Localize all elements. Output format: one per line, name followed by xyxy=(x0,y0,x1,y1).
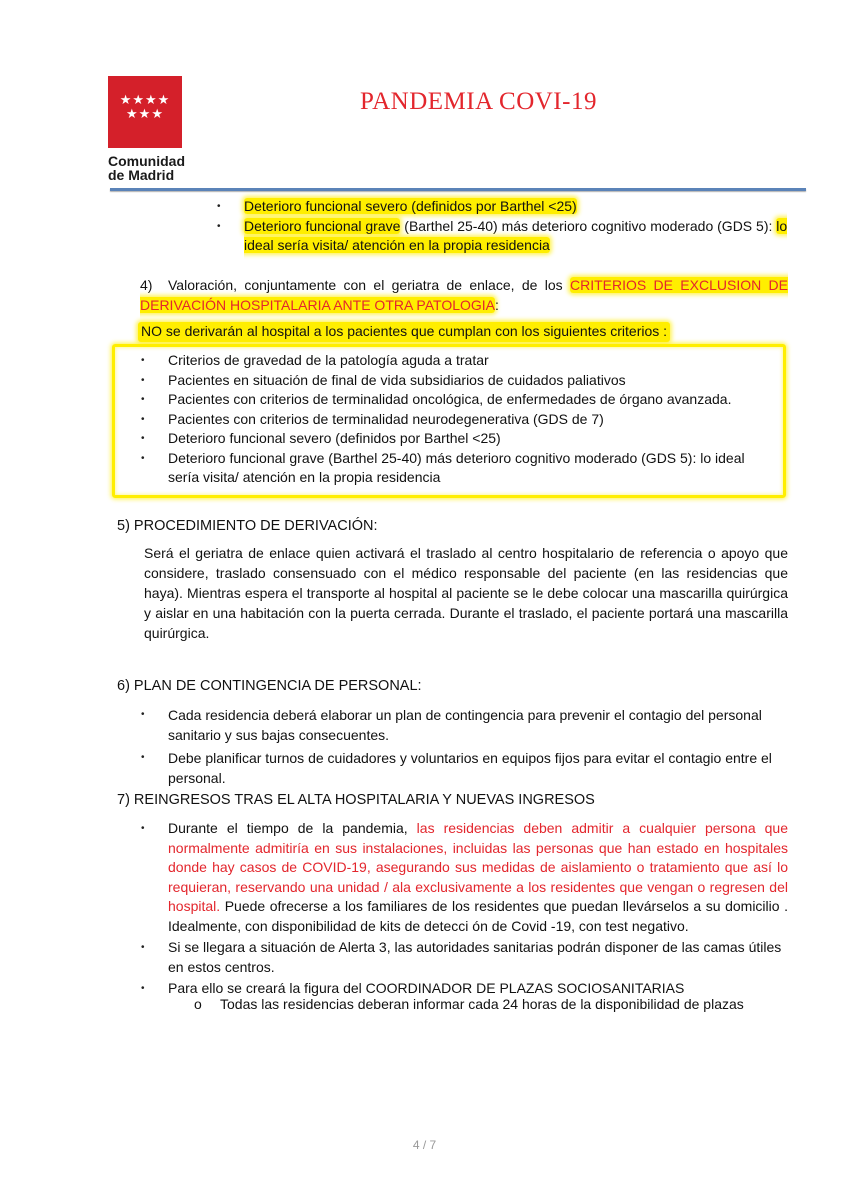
section-5-heading: 5) PROCEDIMIENTO DE DERIVACIÓN: xyxy=(117,518,378,534)
comunidad-madrid-logo xyxy=(108,76,185,183)
list-item: • Para ello se creará la figura del COORDINADOR DE PLAZAS SOCIOSANITARIAS xyxy=(168,979,788,999)
logo-stars-icon: ★★★★ ★★★ xyxy=(119,93,171,122)
section-number: 4) xyxy=(140,277,153,293)
page-number: 4 / 7 xyxy=(412,1138,437,1152)
section-4-paragraph: 4) Valoración, conjuntamente con el geriatra de enlace, de los CRITERIOS DE EXCLUSION DE DERIVACIÓN HOSPITALARIA ANTE OTRA PATOLOGIA: xyxy=(140,277,789,313)
exclusion-criteria-list xyxy=(168,351,768,488)
list-item: • Deterioro funcional grave (Barthel 25-40) más deterioro cognitivo moderado (GDS 5): lo ideal sería visita/ atención en la propia residencia xyxy=(168,449,768,488)
logo-text xyxy=(108,153,185,183)
exclusion-criteria-heading: CRITERIOS DE EXCLUSION DE DERIVACIÓN HOSPITALARIA ANTE OTRA PATOLOGIA xyxy=(140,277,789,313)
list-item: • Deterioro funcional severo (definidos por Barthel <25) xyxy=(244,197,789,217)
page-title: PANDEMIA COVI-19 xyxy=(360,88,597,115)
list-item: • Deterioro funcional grave (Barthel 25-40) más deterioro cognitivo moderado (GDS 5): lo ideal sería visita/ atención en la propia residencia xyxy=(244,217,789,256)
list-item: • Durante el tiempo de la pandemia, las residencias deben admitir a cualquier persona que normalmente admitiría en sus instalaciones, incluidas las personas que han estado en hospitales donde hay casos de COVID-19, asegurando sus medidas de aislamiento o tratamiento que así lo requieran, reservando una unidad / ala exclusivamente a los residentes que vengan o regresen del hospital. Puede ofrecerse a los familiares de los residentes que puedan llevárselos a su domicilio . Idealmente, con disponibilidad de kits de detecci ón de Covid -19, con test negativo. xyxy=(168,819,788,936)
logo-red-square xyxy=(108,76,182,148)
continued-criteria-list xyxy=(244,197,789,256)
sub-list-item: o Todas las residencias deberan informar cada 24 horas de la disponibilidad de plazas xyxy=(194,995,744,1015)
list-item: • Pacientes con criterios de terminalidad neurodegenerativa (GDS de 7) xyxy=(168,410,768,430)
list-item: • Debe planificar turnos de cuidadores y voluntarios en equipos fijos para evitar el contagio entre el personal. xyxy=(168,748,788,788)
section-6-heading: 6) PLAN DE CONTINGENCIA DE PERSONAL: xyxy=(117,678,422,694)
list-item: • Cada residencia deberá elaborar un plan de contingencia para prevenir el contagio del personal sanitario y sus bajas consecuentes. xyxy=(168,705,788,745)
admission-requirement-text: las residencias deben admitir a cualquier persona que normalmente admitiría en sus instalaciones, incluidas las personas que han estado en hospitales donde hay casos de COVID-19, asegurando sus medidas de aislamiento o tratamiento que así lo requieran, reservando una unidad / ala exclusivamente a los residentes que vengan o regresen del hospital. xyxy=(168,820,788,914)
list-item: • Deterioro funcional severo (definidos por Barthel <25) xyxy=(168,429,768,449)
section-7-list xyxy=(168,819,788,1001)
header-divider xyxy=(110,188,806,191)
section-5-paragraph: Será el geriatra de enlace quien activará el traslado al centro hospitalario de referencia o apoyo que considere, traslado consensuado con el médico responsable del paciente (en las residencias que haya). Mientras espera el transporte al hospital al paciente se le debe colocar una mascarilla quirúrgica y aislar en una habitación con la puerta cerrada. Durante el traslado, el paciente portará una mascarilla quirúrgica. xyxy=(144,545,788,641)
list-item: • Criterios de gravedad de la patología aguda a tratar xyxy=(168,351,768,371)
list-item: • Pacientes con criterios de terminalidad oncológica, de enfermedades de órgano avanzada. xyxy=(168,390,768,410)
list-item: • Si se llegara a situación de Alerta 3, las autoridades sanitarias podrán disponer de las camas útiles en estos centros. xyxy=(168,938,788,977)
no-derivation-statement: NO se derivarán al hospital a los pacientes que cumplan con los siguientes criterios : xyxy=(138,322,670,342)
sub-bullet-marker: o xyxy=(194,996,202,1012)
list-item: • Pacientes en situación de final de vida subsidiarios de cuidados paliativos xyxy=(168,371,768,391)
logo-line-1: Comunidad xyxy=(108,153,185,169)
section-7-heading: 7) REINGRESOS TRAS EL ALTA HOSPITALARIA Y NUEVAS INGRESOS xyxy=(117,792,595,808)
section-6-list xyxy=(168,705,788,791)
logo-line-2: de Madrid xyxy=(108,167,175,183)
